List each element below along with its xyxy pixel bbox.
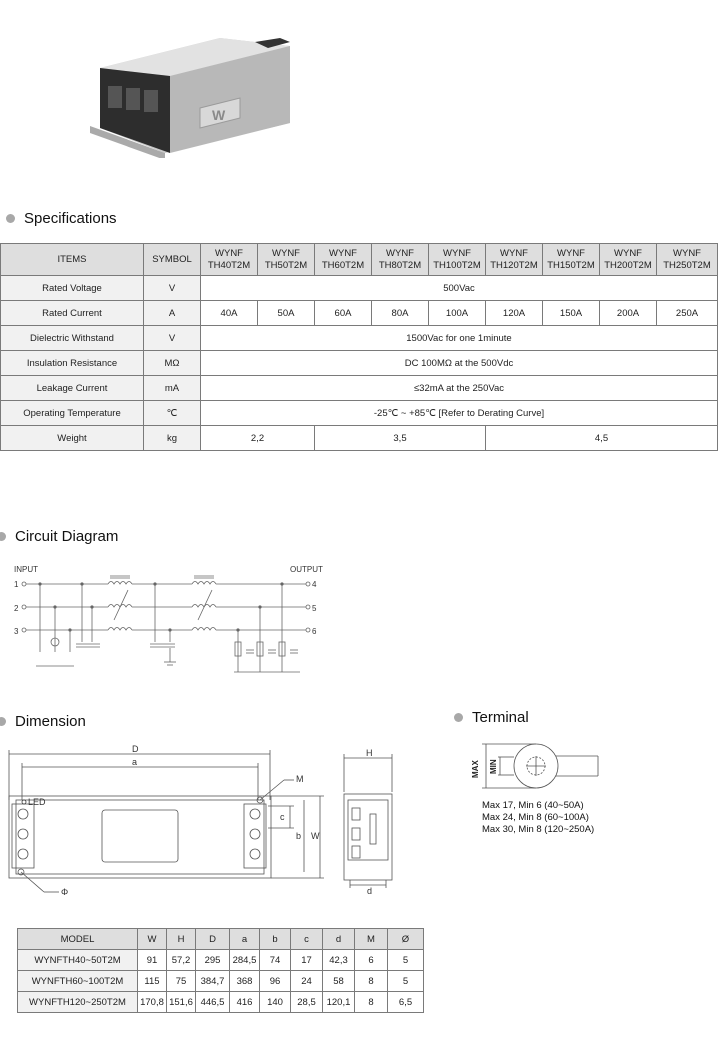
svg-text:5: 5 xyxy=(312,604,317,613)
svg-text:1: 1 xyxy=(14,580,19,589)
model-header: WYNF TH100T2M xyxy=(429,244,486,276)
product-photo xyxy=(90,28,300,158)
spec-row-dielectric: Dielectric Withstand V 1500Vac for one 1minute xyxy=(1,326,718,351)
spec-row-leakage: Leakage Current mA ≤32mA at the 250Vac xyxy=(1,376,718,401)
svg-text:Φ: Φ xyxy=(61,887,69,897)
model-header: WYNF TH250T2M xyxy=(657,244,718,276)
symbol-header: SYMBOL xyxy=(144,244,201,276)
terminal-note: Max 30, Min 8 (120~250A) xyxy=(482,824,595,835)
spec-row-rated-voltage: Rated Voltage V 500Vac xyxy=(1,276,718,301)
output-label: OUTPUT xyxy=(290,565,323,574)
input-label: INPUT xyxy=(14,565,38,574)
svg-text:M: M xyxy=(296,774,304,784)
circuit-diagram-title: Circuit Diagram xyxy=(0,528,118,545)
model-header: WYNF TH80T2M xyxy=(372,244,429,276)
svg-text:MAX: MAX xyxy=(471,760,480,778)
bullet-icon xyxy=(454,713,463,722)
spec-header-row xyxy=(1,244,718,276)
svg-text:MIN: MIN xyxy=(489,759,498,774)
model-header: WYNF TH150T2M xyxy=(543,244,600,276)
svg-text:d: d xyxy=(367,886,373,896)
spec-row-temperature: Operating Temperature ℃ -25℃ ~ +85℃ [Refer to Derating Curve] xyxy=(1,401,718,426)
dimension-title: Dimension xyxy=(0,713,86,730)
bullet-icon xyxy=(0,717,6,726)
dimension-drawing xyxy=(4,742,396,907)
svg-text:b: b xyxy=(296,831,302,841)
terminal-notes xyxy=(482,800,594,836)
dim-header-row: MODEL W H D a b c d M Ø xyxy=(18,929,424,950)
spec-row-weight: Weight kg 2,2 3,5 4,5 xyxy=(1,426,718,451)
model-header: WYNF TH40T2M xyxy=(201,244,258,276)
svg-text:a: a xyxy=(132,757,138,767)
terminal-drawing xyxy=(470,740,610,796)
bullet-icon xyxy=(6,214,15,223)
terminal-note: Max 17, Min 6 (40~50A) xyxy=(482,800,584,811)
specifications-title: Specifications xyxy=(6,210,117,227)
table-row: WYNFTH120~250T2M 170,8 151,6 446,5 416 140 28,5 120,1 8 6,5 xyxy=(18,992,424,1013)
bullet-icon xyxy=(0,532,6,541)
specifications-table xyxy=(0,243,718,451)
svg-text:6: 6 xyxy=(312,627,317,636)
model-header: WYNF TH60T2M xyxy=(315,244,372,276)
model-header: WYNF TH200T2M xyxy=(600,244,657,276)
svg-text:W: W xyxy=(311,831,320,841)
svg-text:c: c xyxy=(280,812,285,822)
spec-row-insulation: Insulation Resistance MΩ DC 100MΩ at the 500Vdc xyxy=(1,351,718,376)
items-header: ITEMS xyxy=(1,244,144,276)
model-header: WYNF TH50T2M xyxy=(258,244,315,276)
svg-text:4: 4 xyxy=(312,580,317,589)
svg-text:2: 2 xyxy=(14,604,19,613)
svg-text:H: H xyxy=(366,748,373,758)
terminal-title: Terminal xyxy=(454,709,529,726)
model-header: WYNF TH120T2M xyxy=(486,244,543,276)
svg-text:W: W xyxy=(212,107,226,123)
terminal-note: Max 24, Min 8 (60~100A) xyxy=(482,812,589,823)
circuit-diagram xyxy=(10,562,330,684)
dimension-table xyxy=(17,928,424,1013)
svg-text:3: 3 xyxy=(14,627,19,636)
led-label: LED xyxy=(28,797,46,807)
table-row: WYNFTH40~50T2M 91 57,2 295 284,5 74 17 42,3 6 5 xyxy=(18,950,424,971)
table-row: WYNFTH60~100T2M 115 75 384,7 368 96 24 58 8 5 xyxy=(18,971,424,992)
svg-text:D: D xyxy=(132,744,139,754)
spec-row-rated-current: Rated Current A 40A 50A 60A 80A 100A 120A 150A 200A 250A xyxy=(1,301,718,326)
